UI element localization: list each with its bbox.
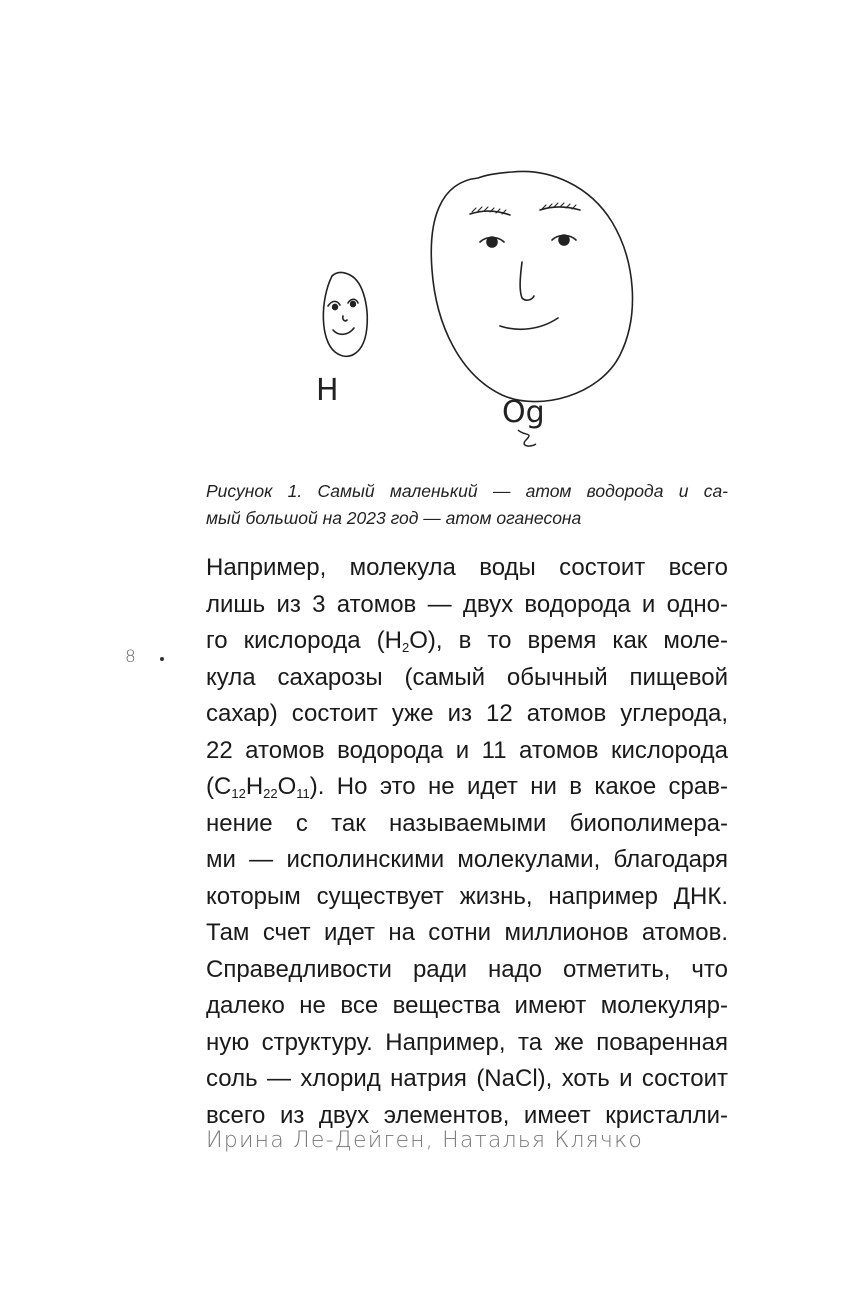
formula-h: H: [245, 773, 264, 800]
formula-o: O: [277, 773, 297, 800]
oganesson-label: Og: [502, 395, 545, 430]
body-line-2: лишь из 3 атомов — двух водорода и одно-: [206, 590, 728, 618]
body-paragraph: [206, 550, 728, 1134]
body-line-3-prefix: го: [206, 627, 244, 654]
body-line-10: которым существует жизнь, например ДНК.: [206, 882, 728, 910]
formula-c: C: [214, 773, 232, 800]
page-number-dot: [160, 657, 164, 661]
body-line-4: кула сахарозы (самый обычный пищевой: [206, 663, 728, 691]
body-line-9: ми — исполинскими молекулами, благодаря: [206, 846, 728, 873]
oganesson-atom-face: [431, 171, 632, 401]
formula-h2o-sub: 2: [402, 640, 410, 655]
body-line-13: далеко не все вещества имеют молекуляр-: [206, 992, 728, 1019]
formula-o-sub: 11: [296, 786, 310, 801]
body-line-7: $(C_{12}H_{22}O_{11})$. Но это не идет ни в какое срав-: [206, 773, 728, 801]
body-line-12: Справедливости ради надо отметить, что: [206, 955, 728, 983]
body-line-7-rest: ). Но это не идет ни в какое срав-: [309, 773, 728, 800]
formula-c-sub: 12: [231, 786, 246, 801]
body-line-5: сахар) состоит уже из 12 атомов углерода,: [206, 700, 728, 727]
formula-h2o-h: H: [384, 627, 403, 654]
page-number: 8: [125, 647, 136, 667]
hydrogen-label: H: [316, 373, 339, 408]
body-line-6: 22 атомов водорода и 11 атомов кислорода: [206, 736, 728, 764]
figure-caption: [206, 478, 728, 532]
formula-h-sub: 22: [263, 786, 278, 801]
caption-line-2: мый большой на 2023 год — атом оганесона: [206, 508, 582, 528]
body-line-16: всего из двух элементов, имеет кристалли-: [206, 1101, 728, 1129]
hydrogen-atom-face: [323, 272, 367, 356]
atoms-drawing: [290, 150, 650, 460]
running-footer-authors: Ирина Ле-Дейген, Наталья Клячко: [206, 1128, 644, 1153]
body-line-15: соль — хлорид натрия (NaCl), хоть и состоит: [206, 1065, 728, 1092]
atoms-illustration: [290, 150, 650, 460]
body-line-3-rest: O), в то время как моле-: [409, 627, 728, 654]
caption-line-1: Рисунок 1. Самый маленький — атом водорода и са-: [206, 481, 728, 501]
body-line-1: Например, молекула воды состоит всего: [206, 554, 728, 581]
body-line-11: Там счет идет на сотни миллионов атомов.: [206, 919, 728, 946]
body-line-3: го кислорода $(H_2O)$, в то время как моле-: [206, 627, 728, 655]
body-line-14: ную структуру. Например, та же поваренная: [206, 1028, 728, 1056]
label-flourish: [518, 430, 536, 446]
body-line-8: нение с так называемыми биополимера-: [206, 809, 728, 837]
